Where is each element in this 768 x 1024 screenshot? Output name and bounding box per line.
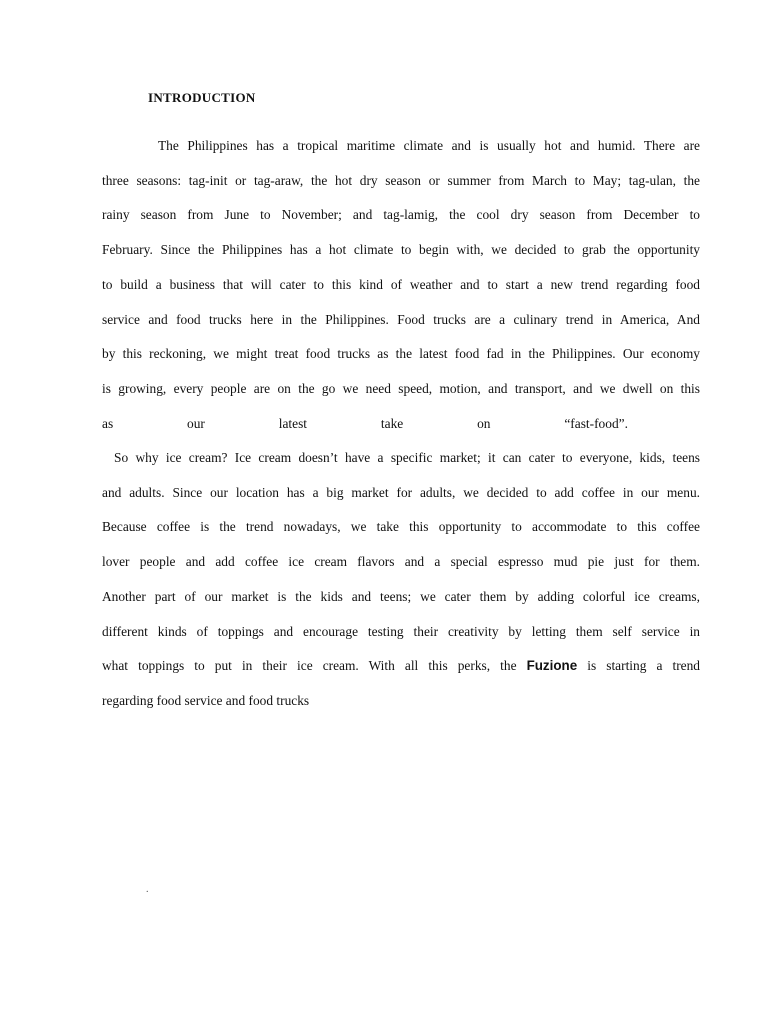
paragraph-line: and adults. Since our location has a big market for adults, we decided to add coffee in our menu. — [102, 484, 700, 500]
word: take — [380, 415, 404, 431]
paragraph-last-line — [102, 407, 628, 442]
paragraph-line: is growing, every people are on the go we need speed, motion, and transport, and we dwell on this — [102, 380, 700, 396]
brand-name: Fuzione — [526, 658, 578, 674]
paragraph-line: regarding food service and food trucks — [102, 692, 310, 708]
paragraph-line: by this reckoning, we might treat food trucks as the latest food fad in the Philippines. Our economy — [102, 346, 700, 362]
word: on — [477, 415, 491, 431]
paragraph-line: So why ice cream? Ice cream doesn’t have a specific market; it can cater to everyone, kids, teens — [114, 450, 700, 465]
paragraph-line: to build a business that will cater to this kind of weather and to start a new trend regarding food — [102, 276, 700, 292]
word: as — [102, 415, 114, 431]
paragraph-line: three seasons: tag-init or tag-araw, the hot dry season or summer from March to May; tag-ulan, the — [102, 172, 700, 188]
paragraph-line: The Philippines has a tropical maritime climate and is usually hot and humid. There are — [158, 138, 700, 153]
paragraph-intro — [102, 129, 700, 441]
paragraph-line-brand — [102, 649, 700, 684]
text-segment: is starting a trend — [577, 658, 700, 674]
paragraph-ice-cream — [102, 441, 700, 719]
word: “fast-food”. — [564, 415, 628, 431]
paragraph-line: rainy season from June to November; and tag-lamig, the cool dry season from December to — [102, 207, 700, 223]
paragraph-line: different kinds of toppings and encourage testing their creativity by letting them self service in — [102, 623, 700, 639]
paragraph-line: Because coffee is the trend nowadays, we take this opportunity to accommodate to this coffee — [102, 519, 700, 535]
paragraph-line: lover people and add coffee ice cream flavors and a special espresso mud pie just for them. — [102, 554, 700, 570]
section-heading: INTRODUCTION — [148, 90, 256, 105]
footer-mark: . — [146, 884, 149, 895]
paragraph-line: February. Since the Philippines has a hot climate to begin with, we decided to grab the opportunity — [102, 242, 700, 258]
text-segment: what toppings to put in their ice cream. With all this perks, the — [102, 658, 527, 674]
paragraph-line: Another part of our market is the kids and teens; we cater them by adding colorful ice creams, — [102, 588, 700, 604]
paragraph-line: service and food trucks here in the Philippines. Food trucks are a culinary trend in America, And — [102, 311, 700, 327]
word: our — [187, 415, 205, 431]
word: latest — [278, 415, 308, 431]
